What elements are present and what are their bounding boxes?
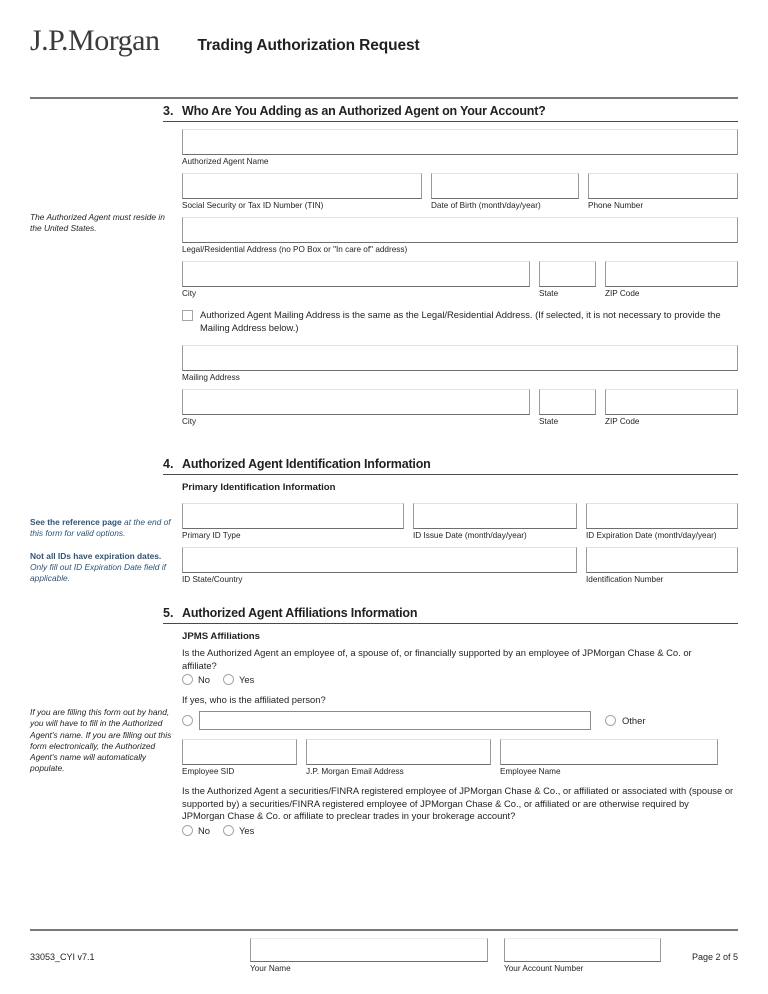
field-your-name [250,938,488,973]
field-id-state-country [182,547,577,584]
field-city [182,261,530,298]
employee-sid-input[interactable] [182,739,297,765]
authorized-agent-name-caption: Authorized Agent Name [182,157,269,166]
field-mailing-zip-code [605,389,738,426]
affiliation-q1-radio-group[interactable] [182,674,738,685]
affiliation-q2-radio-no[interactable] [182,825,193,836]
mailing-city-input[interactable] [182,389,530,415]
affiliation-q2-label-no: No [198,825,210,837]
affiliation-q1-radio-yes[interactable] [223,674,234,685]
page-footer [30,938,738,973]
zip-code-caption: ZIP Code [605,289,640,298]
city-caption: City [182,289,197,298]
mailing-address-caption: Mailing Address [182,373,240,382]
primary-id-type-input[interactable] [182,503,404,529]
legal-address-input[interactable] [182,217,738,243]
id-expiration-date-input[interactable] [586,503,738,529]
field-mailing-address [182,345,738,382]
employee-name-input[interactable] [500,739,718,765]
affiliation-q2-radio-yes[interactable] [223,825,234,836]
affiliated-person-radio-other[interactable] [605,715,616,726]
mailing-zip-code-caption: ZIP Code [605,417,640,426]
legal-address-caption: Legal/Residential Address (no PO Box or "In care of" address) [182,245,408,254]
identification-number-input[interactable] [586,547,738,573]
date-of-birth-input[interactable] [431,173,579,199]
field-authorized-agent-name [182,129,738,166]
jpmorgan-logo: J.P.Morgan [30,24,160,57]
id-issue-date-input[interactable] [413,503,577,529]
your-name-caption: Your Name [250,964,291,973]
page-header [0,0,768,58]
field-date-of-birth [431,173,579,210]
date-of-birth-caption: Date of Birth (month/day/year) [431,201,541,210]
header-divider [30,97,738,99]
mailing-city-caption: City [182,417,197,426]
document-title: Trading Authorization Request [197,37,420,54]
phone-number-input[interactable] [588,173,738,199]
field-your-account-number [504,938,661,973]
section-3-heading [163,104,738,122]
field-employee-sid [182,739,297,776]
your-account-number-input[interactable] [504,938,661,962]
section-4-heading [163,457,738,475]
same-address-checkbox[interactable] [182,310,193,321]
field-primary-id-type [182,503,404,540]
primary-id-type-caption: Primary ID Type [182,531,241,540]
margin-note-ref-italic: at the end of this form for valid options. [30,517,171,539]
mailing-state-caption: State [539,417,559,426]
section-3-title: Who Are You Adding as an Authorized Agent on Your Account? [182,104,546,118]
field-jpm-email [306,739,491,776]
field-zip-code [605,261,738,298]
affiliated-person-input[interactable] [199,711,591,730]
margin-note-reference-page [30,517,175,584]
affiliation-q1-label-yes: Yes [238,674,255,686]
field-id-issue-date [413,503,577,540]
margin-note-ids-italic: Only fill out ID Expiration Date field if applicable. [30,561,166,583]
affiliation-question-1: Is the Authorized Agent an employee of, a spouse of, or financially supported by an employee of JPMorgan Chase & Co. or affiliate? [182,647,692,671]
id-expiration-date-caption: ID Expiration Date (month/day/year) [586,531,717,540]
mailing-address-input[interactable] [182,345,738,371]
section-5-heading [163,606,738,624]
city-input[interactable] [182,261,530,287]
field-id-expiration-date [586,503,738,540]
field-mailing-city [182,389,530,426]
ssn-tin-input[interactable] [182,173,422,199]
page-number: Page 2 of 5 [691,952,738,962]
your-account-number-caption: Your Account Number [504,964,584,973]
your-name-input[interactable] [250,938,488,962]
field-identification-number [586,547,738,584]
field-employee-name [500,739,718,776]
field-ssn-tin [182,173,422,210]
state-input[interactable] [539,261,596,287]
margin-note-agent-residency: The Authorized Agent must reside in the United States. [30,212,165,234]
field-state [539,261,596,298]
authorized-agent-name-input[interactable] [182,129,738,155]
primary-identification-subheading: Primary Identification Information [182,482,336,493]
jpm-email-caption: J.P. Morgan Email Address [306,767,404,777]
section-5-title: Authorized Agent Affiliations Information [182,606,418,620]
id-state-country-caption: ID State/Country [182,575,243,584]
affiliation-q1-label-no: No [198,674,210,686]
employee-sid-caption: Employee SID [182,767,235,777]
section-5-number: 5. [163,606,174,620]
section-4-title: Authorized Agent Identification Information [182,457,431,471]
affiliated-person-radio[interactable] [182,715,193,726]
section-4-number: 4. [163,457,174,471]
affiliated-person-question: If yes, who is the affiliated person? [182,694,326,706]
field-phone-number [588,173,738,210]
section-3-number: 3. [163,104,174,118]
footer-divider [30,929,738,931]
affiliated-person-other-label: Other [622,715,646,727]
state-caption: State [539,289,559,298]
zip-code-input[interactable] [605,261,738,287]
affiliation-q1-radio-no[interactable] [182,674,193,685]
id-issue-date-caption: ID Issue Date (month/day/year) [413,531,527,540]
phone-number-caption: Phone Number [588,201,644,210]
margin-note-ref-bold: See the reference page [30,517,122,527]
jpm-email-input[interactable] [306,739,491,765]
mailing-state-input[interactable] [539,389,596,415]
id-state-country-input[interactable] [182,547,577,573]
mailing-zip-code-input[interactable] [605,389,738,415]
margin-note-ids-bold: Not all IDs have expiration dates. [30,550,162,561]
form-code: 33053_CYI v7.1 [30,952,95,962]
jpms-affiliations-subheading: JPMS Affiliations [182,631,261,642]
same-address-checkbox-label: Authorized Agent Mailing Address is the same as the Legal/Residential Address. (If selected, it is not necessary to provide the Mailing Address below.) [200,309,721,333]
margin-note-autopopulate: If you are filling this form out by hand, you will have to fill in the Authorized Agent's name. If you are filling out this form electronically, the Authorized Agent's name will automatically populate. [30,707,172,774]
identification-number-caption: Identification Number [586,575,664,584]
affiliated-person-row[interactable] [182,711,738,730]
affiliation-q2-radio-group[interactable] [182,825,738,836]
same-address-checkbox-row[interactable] [182,309,738,334]
field-mailing-state [539,389,596,426]
affiliation-question-2: Is the Authorized Agent a securities/FINRA registered employee of JPMorgan Chase & Co., or affiliated or associated with (spouse or supported by) a securities/FINRA registered employee of JPMorgan Chase & Co., or affiliated or are otherwise required by JPMorgan Chase & Co. or affiliate to preclear trades in your brokerage account? [182,785,734,822]
field-legal-address [182,217,738,254]
employee-name-caption: Employee Name [500,767,561,777]
affiliation-q2-label-yes: Yes [238,825,255,837]
ssn-tin-caption: Social Security or Tax ID Number (TIN) [182,201,324,210]
